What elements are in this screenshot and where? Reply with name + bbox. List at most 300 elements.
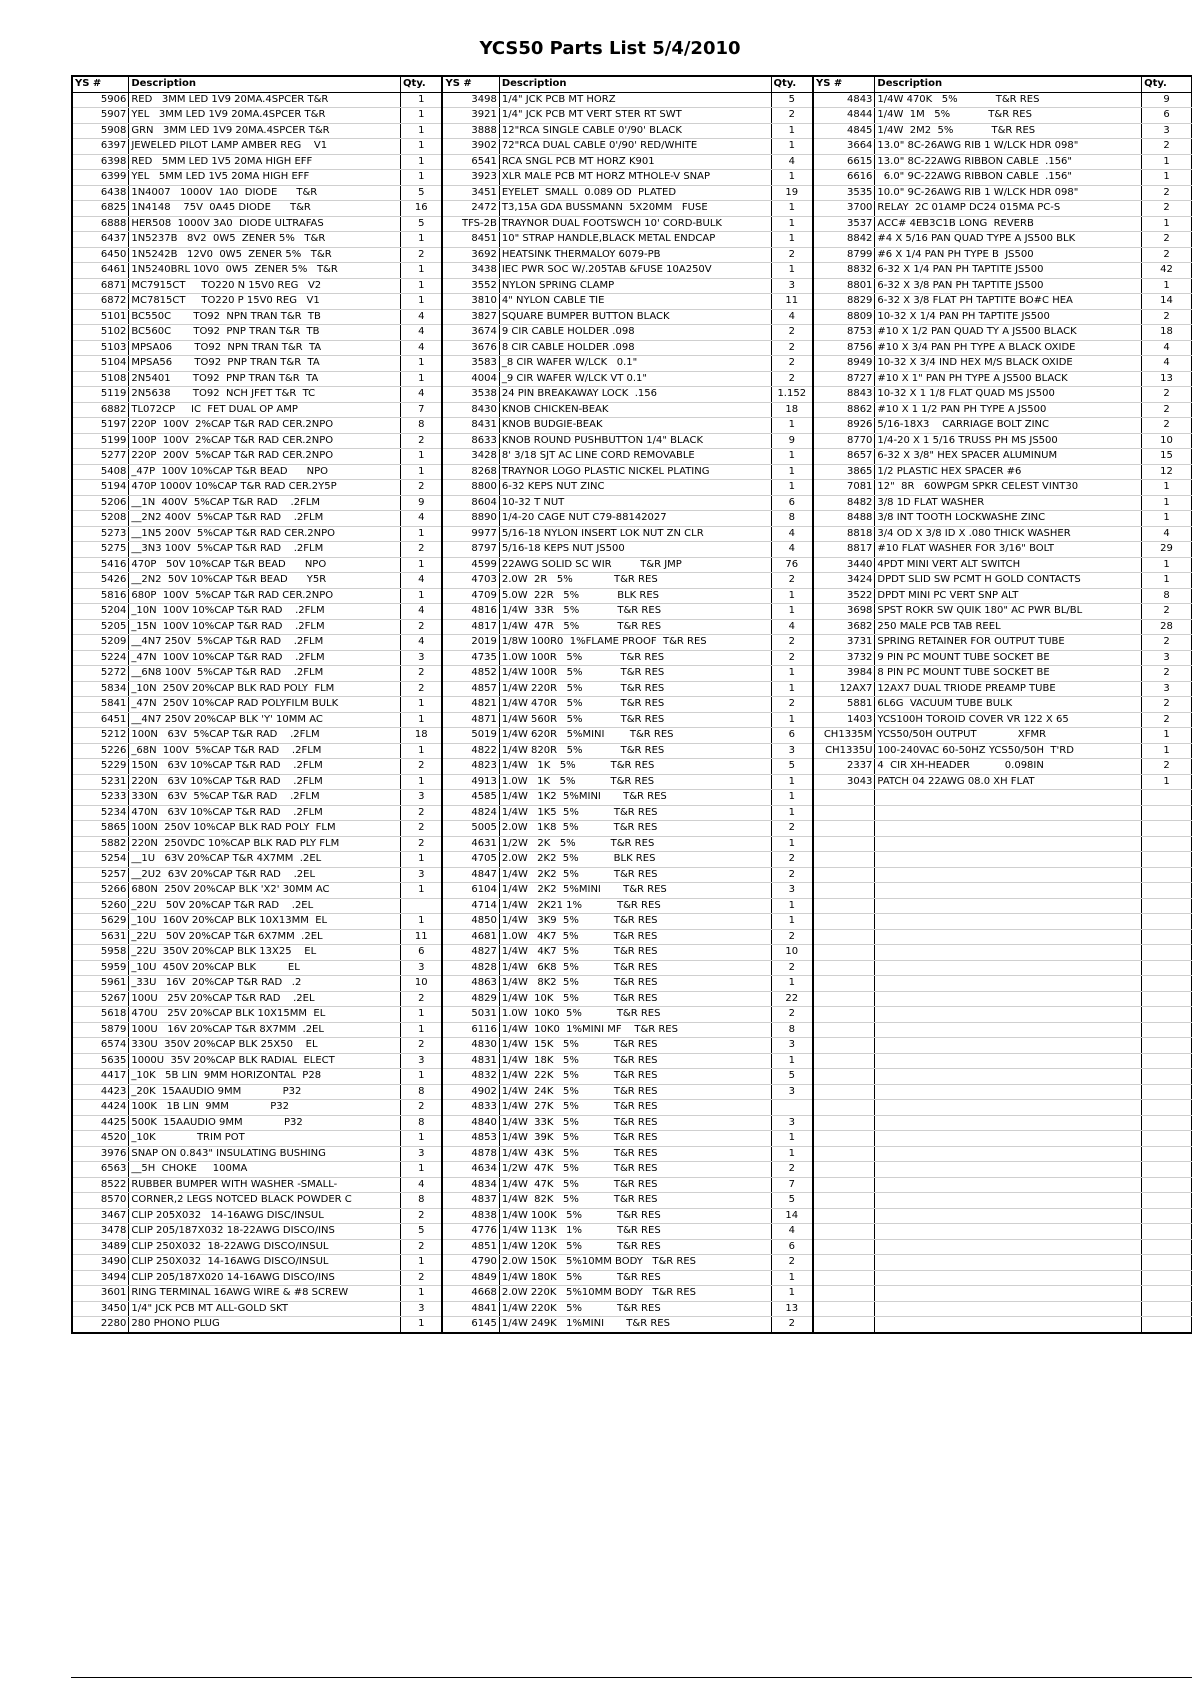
- quantity-cell: 1: [771, 604, 813, 620]
- table-row: [72, 960, 1192, 976]
- part-number-cell: [813, 945, 875, 961]
- qty-header: Qty.: [401, 76, 443, 92]
- quantity-cell: 1: [401, 588, 443, 604]
- part-number-cell: 5272: [72, 666, 129, 682]
- part-number-cell: 4832: [442, 1069, 499, 1085]
- quantity-cell: 3: [771, 1038, 813, 1054]
- description-cell: __1N 400V 5%CAP T&R RAD .2FLM: [129, 495, 401, 511]
- description-cell: 1/2 PLASTIC HEX SPACER #6: [875, 464, 1142, 480]
- part-number-cell: 5631: [72, 929, 129, 945]
- quantity-cell: 1: [1142, 170, 1192, 186]
- part-number-cell: 3428: [442, 449, 499, 465]
- description-cell: T3,15A GDA BUSSMANN 5X20MM FUSE: [499, 201, 771, 217]
- description-cell: 1/2W 2K 5% T&R RES: [499, 836, 771, 852]
- description-cell: 10-32 T NUT: [499, 495, 771, 511]
- quantity-cell: 1: [1142, 774, 1192, 790]
- part-number-cell: 4913: [442, 774, 499, 790]
- quantity-cell: 1: [771, 681, 813, 697]
- quantity-cell: 1: [771, 712, 813, 728]
- quantity-cell: [1142, 836, 1192, 852]
- quantity-cell: 1: [401, 1162, 443, 1178]
- ys-header: YS #: [72, 76, 129, 92]
- description-cell: PATCH 04 22AWG 08.0 XH FLAT: [875, 774, 1142, 790]
- quantity-cell: [1142, 1255, 1192, 1271]
- table-row: [72, 1208, 1192, 1224]
- quantity-cell: 1: [401, 697, 443, 713]
- part-number-cell: 3692: [442, 247, 499, 263]
- part-number-cell: 3438: [442, 263, 499, 279]
- part-number-cell: 4827: [442, 945, 499, 961]
- quantity-cell: 4: [1142, 356, 1192, 372]
- part-number-cell: [813, 1131, 875, 1147]
- part-number-cell: 5257: [72, 867, 129, 883]
- part-number-cell: 6574: [72, 1038, 129, 1054]
- quantity-cell: 13: [771, 1301, 813, 1317]
- description-cell: TRAYNOR DUAL FOOTSWCH 10' CORD-BULK: [499, 216, 771, 232]
- table-row: [72, 201, 1192, 217]
- part-number-cell: 4004: [442, 371, 499, 387]
- part-number-cell: 6461: [72, 263, 129, 279]
- description-cell: 100K 1B LIN 9MM P32: [129, 1100, 401, 1116]
- quantity-cell: 6: [771, 728, 813, 744]
- part-number-cell: [813, 1224, 875, 1240]
- part-number-cell: 3424: [813, 573, 875, 589]
- description-cell: 3/8 1D FLAT WASHER: [875, 495, 1142, 511]
- description-cell: 2.0W 150K 5%10MM BODY T&R RES: [499, 1255, 771, 1271]
- description-cell: [875, 883, 1142, 899]
- quantity-cell: 5: [771, 759, 813, 775]
- description-cell: [875, 1146, 1142, 1162]
- quantity-cell: 1: [401, 123, 443, 139]
- description-cell: KNOB BUDGIE-BEAK: [499, 418, 771, 434]
- description-cell: 8 CIR CABLE HOLDER .098: [499, 340, 771, 356]
- description-header: Description: [129, 76, 401, 92]
- quantity-cell: [1142, 1131, 1192, 1147]
- table-row: [72, 805, 1192, 821]
- part-number-cell: CH1335U: [813, 743, 875, 759]
- quantity-cell: 42: [1142, 263, 1192, 279]
- part-number-cell: 8482: [813, 495, 875, 511]
- part-number-cell: 4776: [442, 1224, 499, 1240]
- description-cell: 1.0W 10K0 5% T&R RES: [499, 1007, 771, 1023]
- description-cell: 6-32 X 3/8" HEX SPACER ALUMINUM: [875, 449, 1142, 465]
- quantity-cell: 1: [1142, 511, 1192, 527]
- description-cell: SPST ROKR SW QUIK 180" AC PWR BL/BL: [875, 604, 1142, 620]
- quantity-cell: 2: [771, 697, 813, 713]
- description-cell: 2.0W 1K8 5% T&R RES: [499, 821, 771, 837]
- part-number-cell: [813, 1115, 875, 1131]
- part-number-cell: 6145: [442, 1317, 499, 1333]
- part-number-cell: 5103: [72, 340, 129, 356]
- quantity-cell: 1: [401, 1131, 443, 1147]
- table-row: [72, 728, 1192, 744]
- quantity-cell: 16: [401, 201, 443, 217]
- quantity-cell: 1: [401, 1286, 443, 1302]
- description-cell: __4N7 250V 20%CAP BLK 'Y' 10MM AC: [129, 712, 401, 728]
- part-number-cell: 5031: [442, 1007, 499, 1023]
- description-cell: CLIP 250X032 14-16AWG DISCO/INSUL: [129, 1255, 401, 1271]
- quantity-cell: [1142, 1146, 1192, 1162]
- part-number-cell: 3494: [72, 1270, 129, 1286]
- description-cell: 1/4W 2K21 1% T&R RES: [499, 898, 771, 914]
- part-number-cell: TFS-2B: [442, 216, 499, 232]
- description-cell: _10K TRIM POT: [129, 1131, 401, 1147]
- part-number-cell: 3827: [442, 309, 499, 325]
- quantity-cell: 2: [401, 619, 443, 635]
- description-cell: RED 3MM LED 1V9 20MA.4SPCER T&R: [129, 92, 401, 108]
- quantity-cell: 2: [771, 1255, 813, 1271]
- quantity-cell: [1142, 1286, 1192, 1302]
- quantity-cell: [1142, 1053, 1192, 1069]
- table-row: [72, 883, 1192, 899]
- part-number-cell: 5209: [72, 635, 129, 651]
- part-number-cell: 5959: [72, 960, 129, 976]
- part-number-cell: 4821: [442, 697, 499, 713]
- table-row: [72, 852, 1192, 868]
- description-cell: #10 X 1" PAN PH TYPE A JS500 BLACK: [875, 371, 1142, 387]
- quantity-cell: 1: [1142, 743, 1192, 759]
- description-cell: MPSA06 TO92 NPN TRAN T&R TA: [129, 340, 401, 356]
- part-number-cell: 8809: [813, 309, 875, 325]
- part-number-cell: [813, 1301, 875, 1317]
- description-cell: [875, 867, 1142, 883]
- part-number-cell: 4840: [442, 1115, 499, 1131]
- quantity-cell: [1142, 1270, 1192, 1286]
- part-number-cell: 8949: [813, 356, 875, 372]
- description-cell: 6-32 X 3/8 PAN PH TAPTITE JS500: [875, 278, 1142, 294]
- quantity-cell: 2: [1142, 712, 1192, 728]
- part-number-cell: 3731: [813, 635, 875, 651]
- description-cell: SQUARE BUMPER BUTTON BLACK: [499, 309, 771, 325]
- quantity-cell: [1142, 867, 1192, 883]
- description-cell: __1N5 200V 5%CAP T&R RAD CER.2NPO: [129, 526, 401, 542]
- description-cell: YEL 5MM LED 1V5 20MA HIGH EFF: [129, 170, 401, 186]
- part-number-cell: 8829: [813, 294, 875, 310]
- part-number-cell: 3489: [72, 1239, 129, 1255]
- quantity-cell: 1: [401, 294, 443, 310]
- description-cell: 3/8 INT TOOTH LOCKWASHE ZINC: [875, 511, 1142, 527]
- table-row: [72, 666, 1192, 682]
- quantity-cell: [1142, 1007, 1192, 1023]
- description-cell: 1N5237B 8V2 0W5 ZENER 5% T&R: [129, 232, 401, 248]
- part-number-cell: 4829: [442, 991, 499, 1007]
- quantity-cell: 18: [771, 402, 813, 418]
- quantity-cell: 4: [771, 619, 813, 635]
- table-row: [72, 108, 1192, 124]
- quantity-cell: 2: [1142, 697, 1192, 713]
- quantity-cell: 1: [771, 232, 813, 248]
- quantity-cell: 2: [771, 340, 813, 356]
- part-number-cell: 5273: [72, 526, 129, 542]
- part-number-cell: 5260: [72, 898, 129, 914]
- description-cell: 470P 50V 10%CAP T&R BEAD NPO: [129, 557, 401, 573]
- description-cell: 470P 1000V 10%CAP T&R RAD CER.2Y5P: [129, 480, 401, 496]
- quantity-cell: 1: [1142, 495, 1192, 511]
- quantity-cell: 19: [771, 185, 813, 201]
- quantity-cell: 4: [401, 635, 443, 651]
- description-cell: [875, 1193, 1142, 1209]
- description-cell: RUBBER BUMPER WITH WASHER -SMALL-: [129, 1177, 401, 1193]
- table-row: [72, 619, 1192, 635]
- table-row: [72, 945, 1192, 961]
- description-cell: 10-32 X 1 1/8 FLAT QUAD MS JS500: [875, 387, 1142, 403]
- part-number-cell: 6882: [72, 402, 129, 418]
- description-cell: [875, 852, 1142, 868]
- part-number-cell: 3984: [813, 666, 875, 682]
- description-cell: 100N 250V 10%CAP BLK RAD POLY FLM: [129, 821, 401, 837]
- description-cell: CORNER,2 LEGS NOTCED BLACK POWDER C: [129, 1193, 401, 1209]
- description-cell: 220P 200V 5%CAP T&R RAD CER.2NPO: [129, 449, 401, 465]
- quantity-cell: 4: [401, 511, 443, 527]
- table-row: [72, 1084, 1192, 1100]
- description-cell: 100N 63V 5%CAP T&R RAD .2FLM: [129, 728, 401, 744]
- description-cell: _47N 250V 10%CAP RAD POLYFILM BULK: [129, 697, 401, 713]
- part-number-cell: 12AX7: [813, 681, 875, 697]
- description-cell: RING TERMINAL 16AWG WIRE & #8 SCREW: [129, 1286, 401, 1302]
- table-row: [72, 1317, 1192, 1333]
- part-number-cell: [813, 836, 875, 852]
- quantity-cell: 2: [1142, 666, 1192, 682]
- quantity-cell: [1142, 883, 1192, 899]
- part-number-cell: 4668: [442, 1286, 499, 1302]
- part-number-cell: [813, 1022, 875, 1038]
- description-cell: NYLON SPRING CLAMP: [499, 278, 771, 294]
- description-cell: 1.0W 4K7 5% T&R RES: [499, 929, 771, 945]
- part-number-cell: [813, 867, 875, 883]
- quantity-cell: 2: [401, 759, 443, 775]
- description-cell: 1/4W 27K 5% T&R RES: [499, 1100, 771, 1116]
- page-bottom-rule: [71, 1677, 1192, 1678]
- description-cell: 1000U 35V 20%CAP BLK RADIAL ELECT: [129, 1053, 401, 1069]
- quantity-cell: 2: [1142, 418, 1192, 434]
- quantity-cell: [1142, 1162, 1192, 1178]
- table-row: [72, 185, 1192, 201]
- table-row: [72, 712, 1192, 728]
- part-number-cell: 6437: [72, 232, 129, 248]
- description-cell: 1/4" JCK PCB MT VERT STER RT SWT: [499, 108, 771, 124]
- quantity-cell: 14: [1142, 294, 1192, 310]
- part-number-cell: 4705: [442, 852, 499, 868]
- part-number-cell: 4823: [442, 759, 499, 775]
- part-number-cell: 4853: [442, 1131, 499, 1147]
- quantity-cell: [1142, 960, 1192, 976]
- part-number-cell: 4703: [442, 573, 499, 589]
- part-number-cell: 4714: [442, 898, 499, 914]
- description-cell: _15N 100V 10%CAP T&R RAD .2FLM: [129, 619, 401, 635]
- table-row: [72, 340, 1192, 356]
- part-number-cell: 5275: [72, 542, 129, 558]
- part-number-cell: [813, 1007, 875, 1023]
- description-cell: 2.0W 2R 5% T&R RES: [499, 573, 771, 589]
- quantity-cell: 5: [401, 1224, 443, 1240]
- description-cell: 1/4W 1K5 5% T&R RES: [499, 805, 771, 821]
- quantity-cell: 8: [401, 418, 443, 434]
- part-number-cell: 3921: [442, 108, 499, 124]
- description-cell: 6.0" 9C-22AWG RIBBON CABLE .156": [875, 170, 1142, 186]
- table-row: [72, 433, 1192, 449]
- part-number-cell: 1403: [813, 712, 875, 728]
- part-number-cell: 5102: [72, 325, 129, 341]
- quantity-cell: 3: [771, 883, 813, 899]
- quantity-cell: 3: [401, 960, 443, 976]
- quantity-cell: [1142, 1208, 1192, 1224]
- description-cell: 470U 25V 20%CAP BLK 10X15MM EL: [129, 1007, 401, 1023]
- part-number-cell: CH1335M: [813, 728, 875, 744]
- quantity-cell: 1: [771, 1270, 813, 1286]
- quantity-cell: 1: [771, 1286, 813, 1302]
- part-number-cell: 8756: [813, 340, 875, 356]
- table-row: [72, 356, 1192, 372]
- part-number-cell: [813, 1317, 875, 1333]
- description-cell: 1N4007 1000V 1A0 DIODE T&R: [129, 185, 401, 201]
- part-number-cell: [813, 976, 875, 992]
- description-cell: 13.0" 8C-22AWG RIBBON CABLE .156": [875, 154, 1142, 170]
- table-row: [72, 1301, 1192, 1317]
- quantity-cell: 1: [401, 356, 443, 372]
- description-cell: CLIP 250X032 18-22AWG DISCO/INSUL: [129, 1239, 401, 1255]
- quantity-cell: 1: [771, 170, 813, 186]
- description-cell: 100U 16V 20%CAP T&R 8X7MM .2EL: [129, 1022, 401, 1038]
- description-cell: 1/4W 24K 5% T&R RES: [499, 1084, 771, 1100]
- table-row: [72, 247, 1192, 263]
- quantity-cell: 2: [401, 991, 443, 1007]
- quantity-cell: [1142, 929, 1192, 945]
- quantity-cell: 7: [401, 402, 443, 418]
- part-number-cell: 8268: [442, 464, 499, 480]
- part-number-cell: 3583: [442, 356, 499, 372]
- quantity-cell: 1: [771, 805, 813, 821]
- quantity-cell: 2: [401, 1100, 443, 1116]
- part-number-cell: 4851: [442, 1239, 499, 1255]
- part-number-cell: 5881: [813, 697, 875, 713]
- table-row: [72, 449, 1192, 465]
- table-row: [72, 418, 1192, 434]
- quantity-cell: 9: [771, 433, 813, 449]
- part-number-cell: [813, 929, 875, 945]
- part-number-cell: 5208: [72, 511, 129, 527]
- description-cell: 1/4W 33K 5% T&R RES: [499, 1115, 771, 1131]
- part-number-cell: 3478: [72, 1224, 129, 1240]
- quantity-cell: 2: [1142, 185, 1192, 201]
- part-number-cell: [813, 960, 875, 976]
- description-cell: 1/4W 2K2 5% T&R RES: [499, 867, 771, 883]
- description-cell: [875, 1038, 1142, 1054]
- part-number-cell: 6888: [72, 216, 129, 232]
- description-cell: RED 5MM LED 1V5 20MA HIGH EFF: [129, 154, 401, 170]
- table-row: [72, 790, 1192, 806]
- quantity-cell: 1: [771, 123, 813, 139]
- quantity-cell: 4: [401, 387, 443, 403]
- part-number-cell: [813, 1146, 875, 1162]
- quantity-cell: 4: [401, 604, 443, 620]
- quantity-cell: [1142, 898, 1192, 914]
- table-row: [72, 1131, 1192, 1147]
- quantity-cell: 4: [771, 526, 813, 542]
- part-number-cell: 5212: [72, 728, 129, 744]
- table-row: [72, 1053, 1192, 1069]
- quantity-cell: 28: [1142, 619, 1192, 635]
- description-cell: 1/4W 2K2 5%MINI T&R RES: [499, 883, 771, 899]
- part-number-cell: [813, 898, 875, 914]
- description-cell: 680N 250V 20%CAP BLK 'X2' 30MM AC: [129, 883, 401, 899]
- description-cell: 12" 8R 60WPGM SPKR CELEST VINT30: [875, 480, 1142, 496]
- part-number-cell: 4834: [442, 1177, 499, 1193]
- description-cell: [875, 1224, 1142, 1240]
- description-cell: [875, 1115, 1142, 1131]
- description-cell: _22U 350V 20%CAP BLK 13X25 EL: [129, 945, 401, 961]
- part-number-cell: [813, 1084, 875, 1100]
- quantity-cell: 3: [1142, 681, 1192, 697]
- table-row: [72, 635, 1192, 651]
- part-number-cell: 4599: [442, 557, 499, 573]
- quantity-cell: 1: [401, 139, 443, 155]
- part-number-cell: 5254: [72, 852, 129, 868]
- description-cell: 2.0W 2K2 5% BLK RES: [499, 852, 771, 868]
- description-cell: [875, 945, 1142, 961]
- part-number-cell: 3450: [72, 1301, 129, 1317]
- part-number-cell: 8797: [442, 542, 499, 558]
- part-number-cell: 3451: [442, 185, 499, 201]
- part-number-cell: 3535: [813, 185, 875, 201]
- table-row: [72, 1146, 1192, 1162]
- part-number-cell: 8488: [813, 511, 875, 527]
- part-number-cell: 5233: [72, 790, 129, 806]
- description-cell: 1/4W 43K 5% T&R RES: [499, 1146, 771, 1162]
- part-number-cell: 3552: [442, 278, 499, 294]
- part-number-cell: 4417: [72, 1069, 129, 1085]
- description-cell: #10 X 1 1/2 PAN PH TYPE A JS500: [875, 402, 1142, 418]
- description-cell: [875, 1286, 1142, 1302]
- description-cell: __2N2 50V 10%CAP T&R BEAD Y5R: [129, 573, 401, 589]
- description-cell: 680P 100V 5%CAP T&R RAD CER.2NPO: [129, 588, 401, 604]
- quantity-cell: 1: [771, 216, 813, 232]
- quantity-cell: 1: [771, 480, 813, 496]
- description-cell: 24 PIN BREAKAWAY LOCK .156: [499, 387, 771, 403]
- part-number-cell: 3674: [442, 325, 499, 341]
- description-cell: 8 PIN PC MOUNT TUBE SOCKET BE: [875, 666, 1142, 682]
- part-number-cell: 8770: [813, 433, 875, 449]
- description-cell: _8 CIR WAFER W/LCK 0.1": [499, 356, 771, 372]
- description-cell: 2N5401 TO92 PNP TRAN T&R TA: [129, 371, 401, 387]
- description-cell: [875, 898, 1142, 914]
- description-cell: [875, 1007, 1142, 1023]
- quantity-cell: 1: [771, 1131, 813, 1147]
- description-cell: RCA SNGL PCB MT HORZ K901: [499, 154, 771, 170]
- description-header: Description: [875, 76, 1142, 92]
- description-cell: 22AWG SOLID SC WIR T&R JMP: [499, 557, 771, 573]
- part-number-cell: 4849: [442, 1270, 499, 1286]
- quantity-cell: 1: [401, 883, 443, 899]
- quantity-cell: 1: [401, 1069, 443, 1085]
- part-number-cell: [813, 1053, 875, 1069]
- description-cell: _10N 250V 20%CAP BLK RAD POLY FLM: [129, 681, 401, 697]
- quantity-cell: [1142, 976, 1192, 992]
- quantity-cell: 2: [771, 929, 813, 945]
- quantity-cell: 11: [401, 929, 443, 945]
- quantity-cell: 1: [771, 1146, 813, 1162]
- quantity-cell: 8: [1142, 588, 1192, 604]
- quantity-cell: [771, 1100, 813, 1116]
- part-number-cell: 4681: [442, 929, 499, 945]
- description-cell: JEWELED PILOT LAMP AMBER REG V1: [129, 139, 401, 155]
- part-number-cell: 9977: [442, 526, 499, 542]
- part-number-cell: 5005: [442, 821, 499, 837]
- description-cell: 1/4W 560R 5% T&R RES: [499, 712, 771, 728]
- quantity-cell: 1: [771, 139, 813, 155]
- table-row: [72, 1115, 1192, 1131]
- table-row: [72, 1069, 1192, 1085]
- quantity-cell: 11: [771, 294, 813, 310]
